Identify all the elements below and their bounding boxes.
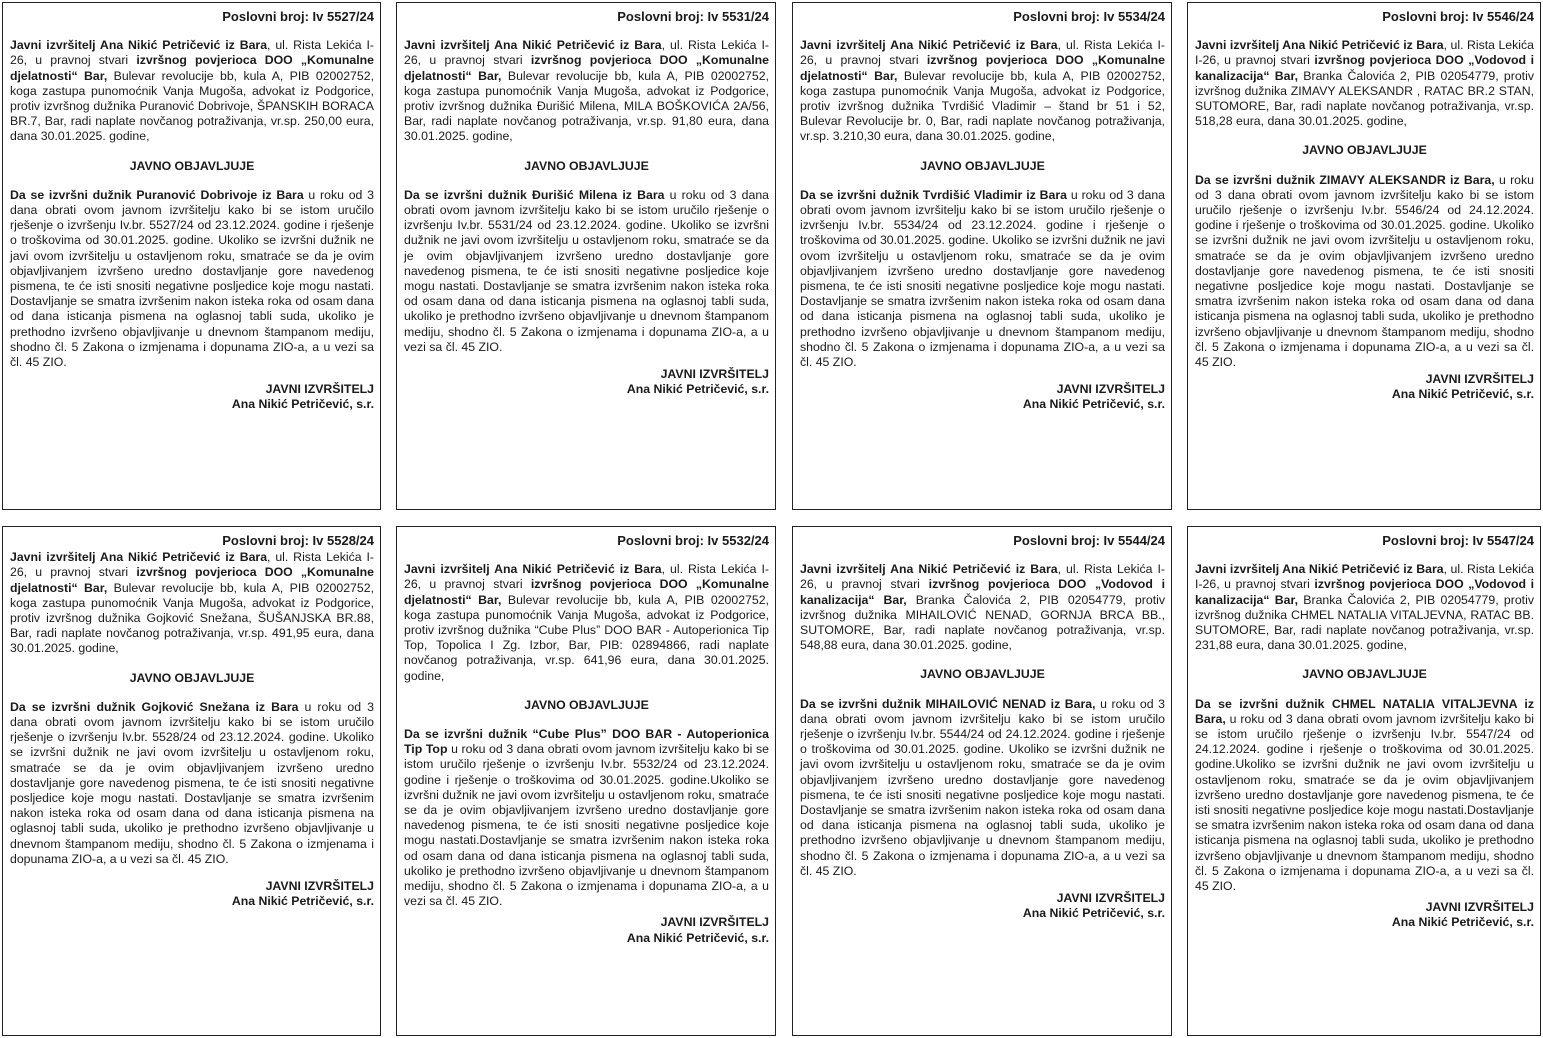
intro-bold: Javni izvršitelj Ana Nikić Petričević iz Bara (800, 562, 1058, 577)
intro-details: Branka Čalovića 2, PIB 02054779, protiv izvršnog dužnika CHMEL NATALIA VITALJEVNA, RATAC BB. SUTOMORE, Bar, radi naplate novčanog potraživanja, vr.sp. 231,88 eura, dana 30.01.2025. godine, (1195, 592, 1534, 653)
intro-bold: Javni izvršitelj Ana Nikić Petričević iz Bara (10, 550, 268, 565)
notice-body (1195, 173, 1534, 371)
intro-text: , ul. Rista Lekića I-26, u pravnoj stvari (10, 550, 374, 580)
signature-title: JAVNI IZVRŠITELJ (660, 367, 769, 382)
signature-title: JAVNI IZVRŠITELJ (1425, 372, 1534, 387)
intro-details: Bulevar revolucije bb, kula A, PIB 02002752, koga zastupa punomoćnik Vanja Mugoša, advokat iz Podgorice, protiv izvršnog dužnika “Cube Plus” DOO BAR - Autoperionica Tip Top, Topolica I Zg. Izbor, Bar, PIB: 02894866, radi naplate novčanog potraživanja, vr.sp. 641,96 eura, dana 30.01.2025. godine, (404, 592, 769, 683)
notice-intro (800, 38, 1165, 144)
signature-title: JAVNI IZVRŠITELJ (1056, 891, 1165, 906)
notice-iv-5531 (396, 2, 776, 510)
notice-intro (800, 562, 1165, 653)
body-text: u roku od 3 dana obrati ovom javnom izvršitelju kako bi se istom uručilo rješenje o izvršenju Iv.br. 5534/24 od 23.12.2024. godine i rješenje o troškovima od 30.01.2025. godine. Ukoliko se izvršni dužnik ne javi ovom izvršitelju u ostavljenom roku, smatraće se da je ovim objavljivanjem izvršeno uredno dostavljanje gore navedenog pismena, te će isti snositi negativne posljedice koje mogu nastati. Dostavljanje se smatra izvršenim nakon isteka roka od osam dana od dana isticanja pismena na oglasnoj tabli suda, ukoliko je prethodno izvršeno objavljivanje u dnevnom štampanom mediju, shodno čl. 5 Zakona o izmjenama i dopunama ZIO-a, a u vezi sa čl. 45 ZIO. (800, 187, 1166, 370)
notice-iv-5546 (1187, 2, 1541, 510)
notice-heading: JAVNO OBJAVLJUJE (524, 158, 649, 173)
notice-heading: JAVNO OBJAVLJUJE (129, 670, 255, 685)
intro-bold: Javni izvršitelj Ana Nikić Petričević iz Bara (1195, 562, 1444, 577)
notice-heading: JAVNO OBJAVLJUJE (1302, 667, 1427, 682)
intro-bold: Javni izvršitelj Ana Nikić Petričević iz Bara (404, 562, 662, 577)
signature (800, 382, 1165, 412)
debtor-bold: Da se izvršni dužnik Gojković Snežana iz Bara (10, 699, 299, 714)
signature (404, 915, 769, 945)
notice-iv-5547 (1187, 526, 1541, 1036)
case-number: Poslovni broj: Iv 5544/24 (1013, 533, 1165, 548)
intro-text: , ul. Rista Lekića I-26, u pravnoj stvari (1195, 562, 1535, 592)
creditor-name: izvršnog povjerioca DOO „Komunalne djelatnosti“ Bar, (800, 53, 1166, 83)
intro-details: Bulevar revolucije bb, kula A, PIB 02002752, koga zastupa punomoćnik Vanja Mugoša, advokat iz Podgorice, protiv izvršnog dužnika Tvrdišić Vladimir – štand br 51 i 52, Bulevar Revolucije br. 0, Bar, radi naplate novčanog potraživanja, vr.sp. 3.210,30 eura, dana 30.01.2025. godine, (800, 68, 1165, 144)
notice-heading: JAVNO OBJAVLJUJE (524, 697, 649, 712)
notice-iv-5528 (2, 526, 381, 1036)
intro-details: Branka Čalovića 2, PIB 02054779, protiv izvršnog dužnika ZIMAVY ALEKSANDR , RATAC BR.2 STAN, SUTOMORE, Bar, radi naplate novčanog potraživanja, vr.sp. 518,28 eura, dana 30.01.2025. godine, (1195, 68, 1534, 129)
intro-text: , ul. Rista Lekića I-26, u pravnoj stvari (800, 562, 1165, 592)
notice-iv-5527 (2, 2, 381, 510)
signature-title: JAVNI IZVRŠITELJ (1425, 900, 1534, 915)
notice-heading: JAVNO OBJAVLJUJE (1302, 143, 1427, 158)
notice-body (404, 727, 769, 909)
creditor-name: izvršnog povjerioca DOO „Komunalne djelatnosti“ Bar, (404, 53, 770, 83)
intro-bold: Javni izvršitelj Ana Nikić Petričević iz Bara (1195, 38, 1444, 53)
debtor-bold: Da se izvršni dužnik CHMEL NATALIA VITALJEVNA iz Bara, (1195, 696, 1534, 726)
notice-intro (404, 38, 769, 144)
debtor-bold: Da se izvršni dužnik Tvrdišić Vladimir iz Bara (800, 187, 1067, 202)
notice-iv-5544 (792, 526, 1172, 1036)
signature-name: Ana Nikić Petričević, s.r. (626, 382, 769, 397)
signature-name: Ana Nikić Petričević, s.r. (231, 894, 374, 909)
signature-title: JAVNI IZVRŠITELJ (660, 915, 769, 930)
creditor-name: izvršnog povjerioca DOO „Komunalne djelatnosti“ Bar, (10, 565, 374, 595)
body-text: u roku od 3 dana obrati ovom javnom izvršitelju kako bi se istom uručilo rješenje o izvršenju Iv.br. 5546/24 od 24.12.2024. godine i rješenje o troškovima od 30.01.2025. godine. Ukoliko se izvršni dužnik ne javi ovom izvršitelju u ostavljenom roku, smatraće se da je ovim objavljivanjem izvršeno uredno dostavljanje gore navedenog pismena, te će isti snositi negativne posljedice koje mogu nastati. Dostavljanje se smatra izvršenim nakon isteka roka od osam dana od dana isticanja pismena na oglasnoj tabli suda, ukoliko je prethodno izvršeno objavljivanje u dnevnom štampanom mediju, shodno čl. 5 Zakona o izmjenama i dopunama ZIO-a, a u vezi sa čl. 45 ZIO. (1195, 172, 1534, 370)
signature-title: JAVNI IZVRŠITELJ (265, 382, 374, 397)
notice-iv-5532 (396, 526, 776, 1036)
body-text: u roku od 3 dana obrati ovom javnom izvršitelju kako bi se istom uručilo rješenje o izvršenju Iv.br. 5547/24 od 24.12.2024. godine i rješenje o troškovima od 30.01.2025. godine.Ukoliko se izvršni dužnik ne javi ovom izvršitelju u ostavljenom roku, smatraće se da je ovim objavljivanjem izvršeno uredno dostavljanje gore navedenog pismena, te će isti snositi negativne posljedice koje mogu nastati.Dostavljanje se smatra izvršenim nakon isteka roka od osam dana od dana isticanja pismena na oglasnoj tabli suda, ukoliko je prethodno izvršeno objavljivanje u dnevnom štampanom mediju, shodno čl. 5 Zakona o izmjenama i dopunama ZIO-a, a u vezi sa čl. 45 ZIO. (1195, 711, 1534, 894)
signature-name: Ana Nikić Petričević, s.r. (1022, 397, 1165, 412)
notice-body (10, 188, 374, 370)
notice-heading: JAVNO OBJAVLJUJE (920, 158, 1045, 173)
body-text: u roku od 3 dana obrati ovom javnom izvršitelju kako bi se istom uručilo rješenje o izvršenju Iv.br. 5544/24 od 24.12.2024. godine i rješenje o troškovima od 30.01.2025. godine. Ukoliko se izvršni dužnik ne javi ovom izvršitelju u ostavljenom roku, smatraće se da je ovim objavljivanjem izvršeno uredno dostavljanje gore navedenog pismena, te će isti snositi negativne posljedice koje mogu nastati. Dostavljanje se smatra izvršenim nakon isteka roka od osam dana od dana isticanja pismena na oglasnoj tabli suda, ukoliko je prethodno izvršeno objavljivanje u dnevnom štampanom mediju, shodno čl. 5 Zakona o izmjenama i dopunama ZIO-a, a u vezi sa čl. 45 ZIO. (800, 696, 1165, 878)
creditor-name: izvršnog povjerioca DOO „Komunalne djelatnosti“ Bar, (404, 577, 770, 607)
intro-text: , ul. Rista Lekića I-26, u pravnoj stvari (1195, 38, 1535, 68)
notice-body (800, 697, 1165, 879)
signature-name: Ana Nikić Petričević, s.r. (626, 930, 769, 945)
notice-body (404, 188, 769, 355)
notice-intro (10, 38, 374, 144)
intro-details: Branka Čalovića 2, PIB 02054779, protiv izvršnog dužnika MIHAILOVIĆ NENAD, GORNJA BRCA BB., SUTOMORE, Bar, radi naplate novčanog potraživanja, vr.sp. 548,88 eura, dana 30.01.2025. godine, (800, 592, 1165, 653)
signature (10, 382, 374, 412)
notice-intro (404, 562, 769, 684)
intro-text: , ul. Rista Lekića I-26, u pravnoj stvari (800, 38, 1165, 68)
case-number: Poslovni broj: Iv 5531/24 (617, 9, 769, 24)
debtor-bold: Da se izvršni dužnik Đurišić Milena iz Bara (404, 187, 665, 202)
notice-intro (1195, 562, 1534, 653)
intro-details: Bulevar revolucije bb, kula A, PIB 02002752, koga zastupa punomoćnik Vanja Mugoša, advokat iz Podgorice, protiv izvršnog dužnika Puranović Dobrivoje, ŠPANSKIH BORACA BR.7, Bar, radi naplate novčanog potraživanja, vr.sp. 250,00 eura, dana 30.01.2025. godine, (10, 68, 374, 144)
notice-intro (1195, 38, 1534, 129)
notice-heading: JAVNO OBJAVLJUJE (129, 158, 255, 173)
debtor-bold: Da se izvršni dužnik “Cube Plus” DOO BAR - Autoperionica Tip Top (404, 727, 769, 757)
notice-body (1195, 697, 1534, 895)
signature-title: JAVNI IZVRŠITELJ (265, 879, 374, 894)
intro-text: , ul. Rista Lekića I-26, u pravnoj stvari (10, 38, 374, 68)
intro-details: Bulevar revolucije bb, kula A, PIB 02002752, koga zastupa punomoćnik Vanja Mugoša, advokat iz Podgorice, protiv izvršnog dužnika Đurišić Milena, MILA BOŠKOVIĆA 2A/56, Bar, radi naplate novčanog potraživanja, vr.sp. 91,80 eura, dana 30.01.2025. godine, (404, 68, 769, 144)
debtor-bold: Da se izvršni dužnik MIHAILOVIĆ NENAD iz Bara, (800, 696, 1096, 711)
signature (10, 879, 374, 909)
body-text: u roku od 3 dana obrati ovom javnom izvršitelju kako bi se istom uručilo rješenje o izvršenju Iv.br. 5532/24 od 23.12.2024. godine i rješenje o troškovima od 30.01.2025. godine.Ukoliko se izvršni dužnik ne javi ovom izvršitelju u ostavljenom roku, smatraće se da je ovim objavljivanjem izvršeno uredno dostavljanje gore navedenog pismena, te će isti snositi negativne posljedice koje mogu nastati.Dostavljanje se smatra izvršenim nakon isteka roka od osam dana od dana isticanja pismena na oglasnoj tabli suda, ukoliko je prethodno izvršeno objavljivanje u dnevnom štampanom mediju, shodno čl. 5 Zakona o izmjenama i dopunama ZIO-a, a u vezi sa čl. 45 ZIO. (404, 742, 769, 909)
debtor-bold: Da se izvršni dužnik ZIMAVY ALEKSANDR iz Bara, (1195, 172, 1495, 187)
notice-intro (10, 550, 374, 656)
signature (1195, 900, 1534, 930)
case-number: Poslovni broj: Iv 5527/24 (222, 9, 374, 24)
body-text: u roku od 3 dana obrati ovom javnom izvršitelju kako bi se istom uručilo rješenje o izvršenju Iv.br. 5528/24 od 23.12.2024. godine. Ukoliko se izvršni dužnik ne javi ovom izvršitelju u ostavljenom roku, smatraće se da je ovim objavljivanjem izvršeno uredno dostavljanje gore navedenog pismena, te će isti snositi negativne posljedice koje mogu nastati. Dostavljanje se smatra izvršenim nakon isteka roka od osam dana od dana isticanja pismena na oglasnoj tabli suda, ukoliko je prethodno izvršeno objavljivanje u dnevnom štampanom mediju, shodno čl. 5 Zakona o izmjenama i dopunama ZIO-a, a u vezi sa čl. 45 ZIO. (10, 699, 374, 866)
body-text: u roku od 3 dana obrati ovom javnom izvršitelju kako bi se istom uručilo rješenje o izvršenju Iv.br. 5527/24 od 23.12.2024. godine i rješenje o troškovima od 30.01.2025. godine. Ukoliko se izvršni dužnik ne javi ovom izvršitelju u ostavljenom roku, smatraće se da je ovim objavljivanjem izvršeno uredno dostavljanje gore navedenog pismena, te će isti snositi negativne posljedice koje mogu nastati. Dostavljanje se smatra izvršenim nakon isteka roka od osam dana od dana isticanja pismena na oglasnoj tabli suda, ukoliko je prethodno izvršeno objavljivanje u dnevnom štampanom mediju, shodno čl. 5 Zakona o izmjenama i dopunama ZIO-a, a u vezi sa čl. 45 ZIO. (10, 187, 374, 370)
case-number: Poslovni broj: Iv 5532/24 (617, 533, 769, 548)
intro-details: Bulevar revolucije bb, kula A, PIB 02002752, koga zastupa punomoćnik Vanja Mugoša, advokat iz Podgorice, protiv izvršnog dužnika Gojković Snežana, ŠUŠANJSKA BR.88, Bar, radi naplate novčanog potraživanja, vr.sp. 491,95 eura, dana 30.01.2025. godine, (10, 580, 374, 656)
intro-text: , ul. Rista Lekića I-26, u pravnoj stvari (404, 562, 769, 592)
signature (404, 367, 769, 397)
creditor-name: izvršnog povjerioca DOO „Komunalne djelatnosti“ Bar, (10, 53, 374, 83)
intro-text: , ul. Rista Lekića I-26, u pravnoj stvari (404, 38, 769, 68)
intro-bold: Javni izvršitelj Ana Nikić Petričević iz Bara (404, 38, 662, 53)
case-number: Poslovni broj: Iv 5546/24 (1382, 9, 1534, 24)
notice-iv-5534 (792, 2, 1172, 510)
case-number: Poslovni broj: Iv 5528/24 (222, 533, 374, 548)
case-number: Poslovni broj: Iv 5547/24 (1382, 533, 1534, 548)
case-number: Poslovni broj: Iv 5534/24 (1013, 9, 1165, 24)
debtor-bold: Da se izvršni dužnik Puranović Dobrivoje iz Bara (10, 187, 304, 202)
signature (1195, 372, 1534, 402)
signature (800, 891, 1165, 921)
creditor-name: izvršnog povjerioca DOO „Vodovod i kanalizacija“ Bar, (1195, 577, 1535, 607)
notice-heading: JAVNO OBJAVLJUJE (920, 667, 1045, 682)
creditor-name: izvršnog povjerioca DOO „Vodovod i kanalizacija“ Bar, (800, 577, 1165, 607)
signature-name: Ana Nikić Petričević, s.r. (231, 397, 374, 412)
signature-name: Ana Nikić Petričević, s.r. (1391, 387, 1534, 402)
signature-name: Ana Nikić Petričević, s.r. (1022, 906, 1165, 921)
notice-body (10, 700, 374, 867)
signature-title: JAVNI IZVRŠITELJ (1056, 382, 1165, 397)
signature-name: Ana Nikić Petričević, s.r. (1391, 915, 1534, 930)
creditor-name: izvršnog povjerioca DOO „Vodovod i kanalizacija“ Bar, (1195, 53, 1535, 83)
body-text: u roku od 3 dana obrati ovom javnom izvršitelju kako bi se istom uručilo rješenje o izvršenju Iv.br. 5531/24 od 23.12.2024. godine. Ukoliko se izvršni dužnik ne javi ovom izvršitelju u ostavljenom roku, smatraće se da je ovim objavljivanjem izvršeno uredno dostavljanje gore navedenog pismena, te će isti snositi negativne posljedice koje mogu nastati. Dostavljanje se smatra izvršenim nakon isteka roka od osam dana od dana isticanja pismena na oglasnoj tabli suda, ukoliko je prethodno izvršeno objavljivanje u dnevnom štampanom mediju, shodno čl. 5 Zakona o izmjenama i dopunama ZIO-a, a u vezi sa čl. 45 ZIO. (404, 187, 770, 354)
notice-body (800, 188, 1165, 370)
intro-bold: Javni izvršitelj Ana Nikić Petričević iz Bara (10, 38, 268, 53)
intro-bold: Javni izvršitelj Ana Nikić Petričević iz Bara (800, 38, 1058, 53)
